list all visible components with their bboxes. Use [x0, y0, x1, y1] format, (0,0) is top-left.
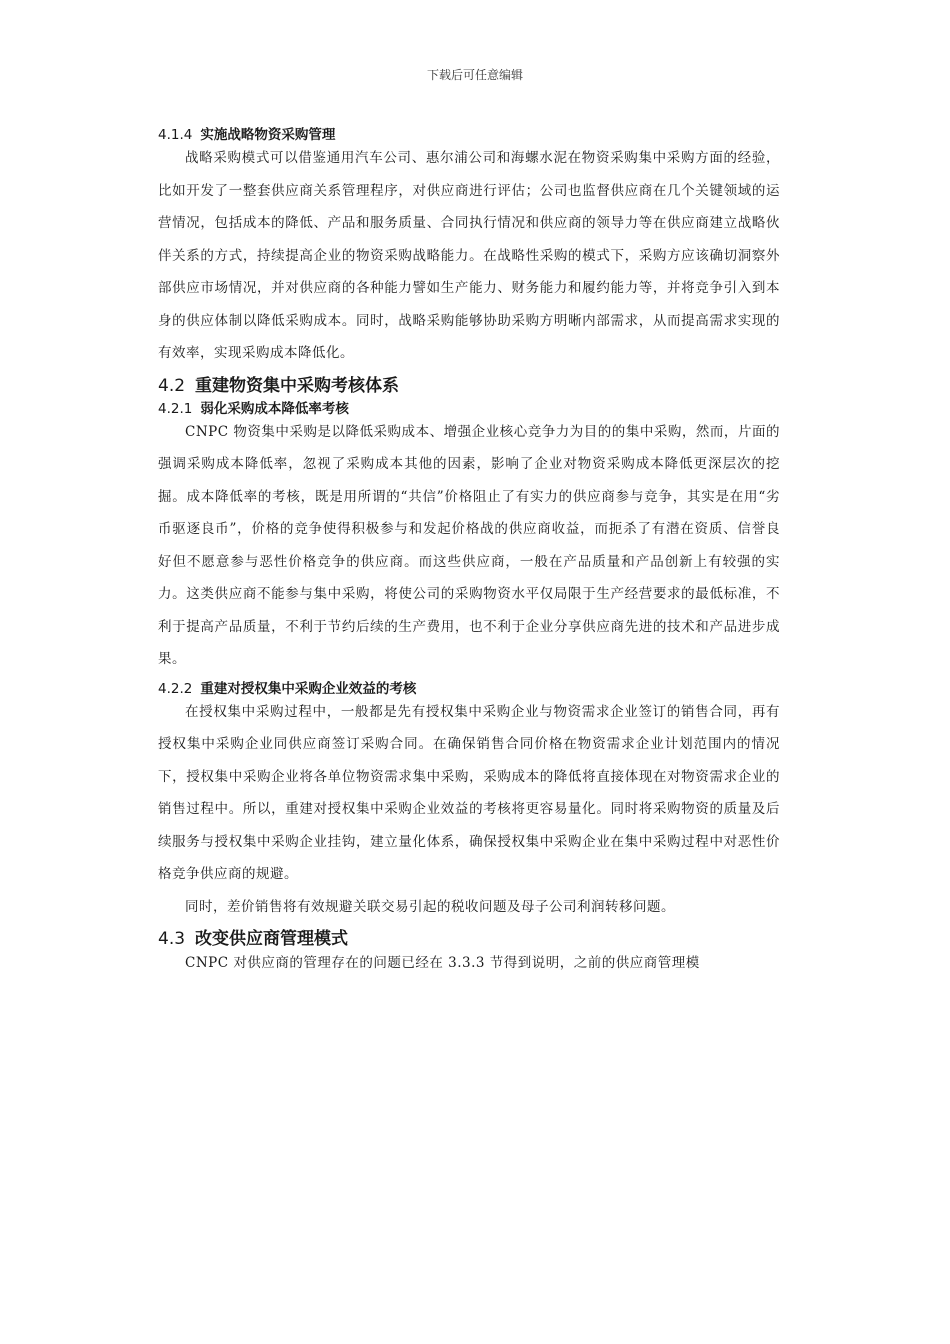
- heading-title: 重建对授权集中采购企业效益的考核: [200, 680, 417, 697]
- paragraph-4-2-1: CNPC 物资集中采购是以降低采购成本、增强企业核心竞争力为目的的集中采购，然而，片面的强调采购成本降低率，忽视了采购成本其他的因素，影响了企业对物资采购成本降低更深层次的挖掘。成本降低率的考核，既是用所谓的“共信”价格阻止了有实力的供应商参与竞争，其实是在用“劣币驱逐良币”，价格的竞争使得积极参与和发起价格战的供应商收益，而扼杀了有潜在资质、信誉良好但不愿意参与恶性价格竞争的供应商。而这些供应商，一般在产品质量和产品创新上有较强的实力。这类供应商不能参与集中采购，将使公司的采购物资水平仅局限于生产经营要求的最低标准，不利于提高产品质量，不利于节约后续的生产费用，也不利于企业分享供应商先进的技术和产品进步成果。: [158, 423, 780, 667]
- paragraph-4-2-2-b: 同时，差价销售将有效规避关联交易引起的税收问题及母子公司利润转移问题。: [185, 898, 675, 915]
- header-note: 下载后可任意编辑: [426, 68, 523, 82]
- heading-4-2: [158, 374, 780, 398]
- heading-number: 4.2: [158, 375, 186, 396]
- heading-title: 重建物资集中采购考核体系: [195, 375, 400, 396]
- document-body: [158, 124, 780, 980]
- heading-number: 4.2.1: [158, 400, 193, 417]
- paragraph-4-1-4: 战略采购模式可以借鉴通用汽车公司、惠尔浦公司和海螺水泥在物资采购集中采购方面的经验，比如开发了一整套供应商关系管理程序，对供应商进行评估；公司也监督供应商在几个关键领域的运营情况，包括成本的降低、产品和服务质量、合同执行情况和供应商的领导力等在供应商建立战略伙伴关系的方式，持续提高企业的物资采购战略能力。在战略性采购的模式下，采购方应该确切洞察外部供应市场情况，并对供应商的各种能力譬如生产能力、财务能力和履约能力等，并将竞争引入到本身的供应体制以降低采购成本。同时，战略采购能够协助采购方明晰内部需求，从而提高需求实现的有效率，实现采购成本降低化。: [158, 150, 780, 361]
- paragraph-4-3: CNPC 对供应商的管理存在的问题已经在 3.3.3 节得到说明，之前的供应商管理模: [185, 955, 700, 971]
- heading-number: 4.1.4: [158, 127, 193, 143]
- heading-title: 实施战略物资采购管理: [200, 127, 336, 143]
- heading-title: 弱化采购成本降低率考核: [200, 400, 349, 417]
- heading-number: 4.2.2: [158, 680, 193, 697]
- heading-title: 改变供应商管理模式: [195, 929, 349, 949]
- paragraph-4-2-2-a: 在授权集中采购过程中，一般都是先有授权集中采购企业与物资需求企业签订的销售合同，再有授权集中采购企业同供应商签订采购合同。在确保销售合同价格在物资需求企业计划范围内的情况下，授权集中采购企业将各单位物资需求集中采购，采购成本的降低将直接体现在对物资需求企业的销售过程中。所以，重建对授权集中采购企业效益的考核将更容易量化。同时将采购物资的质量及后续服务与授权集中采购企业挂钩，建立量化体系，确保授权集中采购企业在集中采购过程中对恶性价格竞争供应商的规避。: [158, 703, 780, 882]
- heading-number: 4.3: [158, 929, 186, 949]
